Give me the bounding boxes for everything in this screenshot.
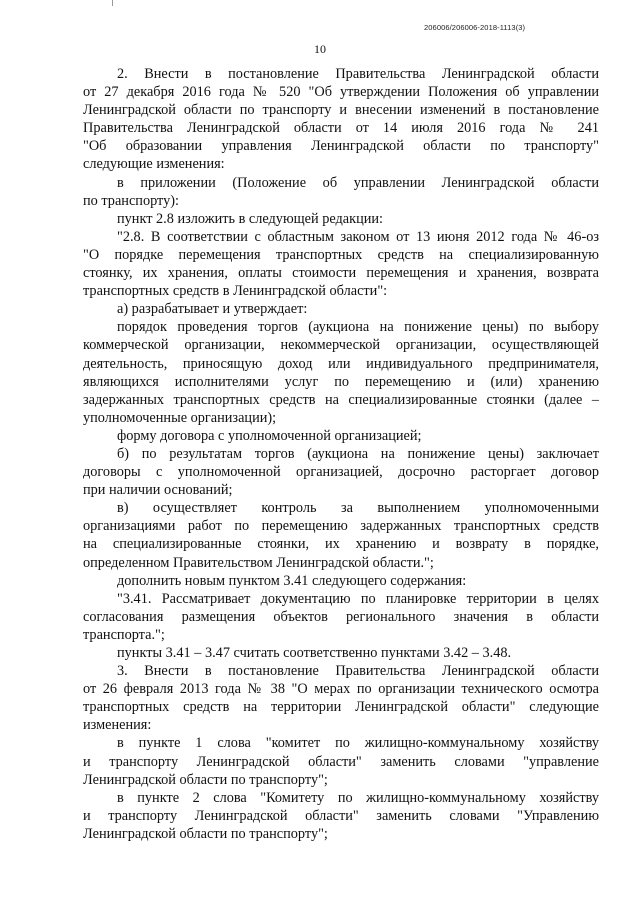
text-line: организациями работ по перемещению задержанных транспортных средств	[83, 518, 599, 535]
text-line: от 26 февраля 2013 года № 38 "О мерах по организации технического осмотра	[83, 681, 599, 698]
text-line: согласования размещения объектов регионального значения в области	[83, 608, 599, 625]
text-line: в) осуществляет контроль за выполнением уполномоченными	[117, 500, 599, 517]
text-line: Ленинградской области по транспорту";	[83, 771, 328, 788]
text-line: б) по результатам торгов (аукциона на понижение цены) заключает	[117, 445, 599, 462]
text-line: при наличии оснований;	[83, 482, 233, 499]
text-line: задержанных транспортных средств на специализированные стоянки (далее –	[83, 391, 599, 408]
text-line: уполномоченные организации);	[83, 409, 277, 426]
text-line: пункт 2.8 изложить в следующей редакции:	[117, 210, 384, 227]
text-line: Ленинградской области по транспорту";	[83, 825, 328, 842]
text-line: следующие изменения:	[83, 156, 225, 173]
text-line: "2.8. В соответствии с областным законом от 13 июня 2012 года № 46-оз	[117, 228, 599, 245]
scan-edge-mark	[112, 0, 113, 6]
text-line: "Об образовании управления Ленинградской области по транспорту"	[83, 138, 599, 155]
text-line: в приложении (Положение об управлении Ленинградской области	[117, 174, 599, 191]
text-line: являющихся исполнителями услуг по перемещению и (или) хранению	[83, 373, 599, 390]
text-line: коммерческой организации, некоммерческой организации, осуществляющей	[83, 337, 599, 354]
document-code: 206006/206006-2018-1113(3)	[424, 23, 526, 32]
document-body	[83, 65, 599, 843]
text-line: порядок проведения торгов (аукциона на понижение цены) по выбору	[117, 319, 599, 336]
text-line: стоянку, их хранения, оплаты стоимости перемещения и хранения, возврата	[83, 265, 599, 282]
text-line: дополнить новым пунктом 3.41 следующего содержания:	[117, 572, 467, 589]
text-line: деятельность, приносящую доход или индивидуального предпринимателя,	[83, 355, 599, 372]
text-line: 3. Внести в постановление Правительства Ленинградской области	[117, 663, 599, 680]
text-line: определенном Правительством Ленинградской области.";	[83, 554, 434, 571]
text-line: по транспорту):	[83, 192, 179, 209]
text-line: Ленинградской области по транспорту и внесении изменений в постановление	[83, 102, 599, 119]
text-line: и транспорту Ленинградской области" заменить словами "Управлению	[83, 807, 599, 824]
text-line: 2. Внести в постановление Правительства Ленинградской области	[117, 66, 599, 82]
text-line: от 27 декабря 2016 года № 520 "Об утверждении Положения об управлении	[83, 84, 599, 101]
text-line: транспорта.";	[83, 626, 165, 643]
page-number: 10	[314, 42, 326, 56]
text-line: транспортных средств на территории Ленинградской области" следующие	[83, 699, 599, 716]
text-line: Правительства Ленинградской области от 14 июля 2016 года № 241	[83, 120, 599, 137]
text-line: в пункте 1 слова "комитет по жилищно-коммунальному хозяйству	[117, 735, 599, 752]
text-line: в пункте 2 слова "Комитету по жилищно-коммунальному хозяйству	[117, 789, 599, 806]
text-line: транспортных средств в Ленинградской области":	[83, 283, 388, 300]
text-line: форму договора с уполномоченной организацией;	[117, 427, 422, 444]
text-line: и транспорту Ленинградской области" заменить словами "управление	[83, 753, 599, 770]
text-line: на специализированные стоянки, их хранению и возврату в порядке,	[83, 536, 599, 553]
text-line: "3.41. Рассматривает документацию по планировке территории в целях	[117, 590, 599, 607]
text-line: а) разрабатывает и утверждает:	[117, 301, 308, 318]
text-line: "О порядке перемещения транспортных средств на специализированную	[83, 246, 599, 263]
text-line: пункты 3.41 – 3.47 считать соответственно пунктами 3.42 – 3.48.	[117, 645, 512, 661]
text-line: договоры с уполномоченной организацией, досрочно расторгает договор	[83, 464, 599, 481]
text-line: изменения:	[83, 717, 152, 734]
